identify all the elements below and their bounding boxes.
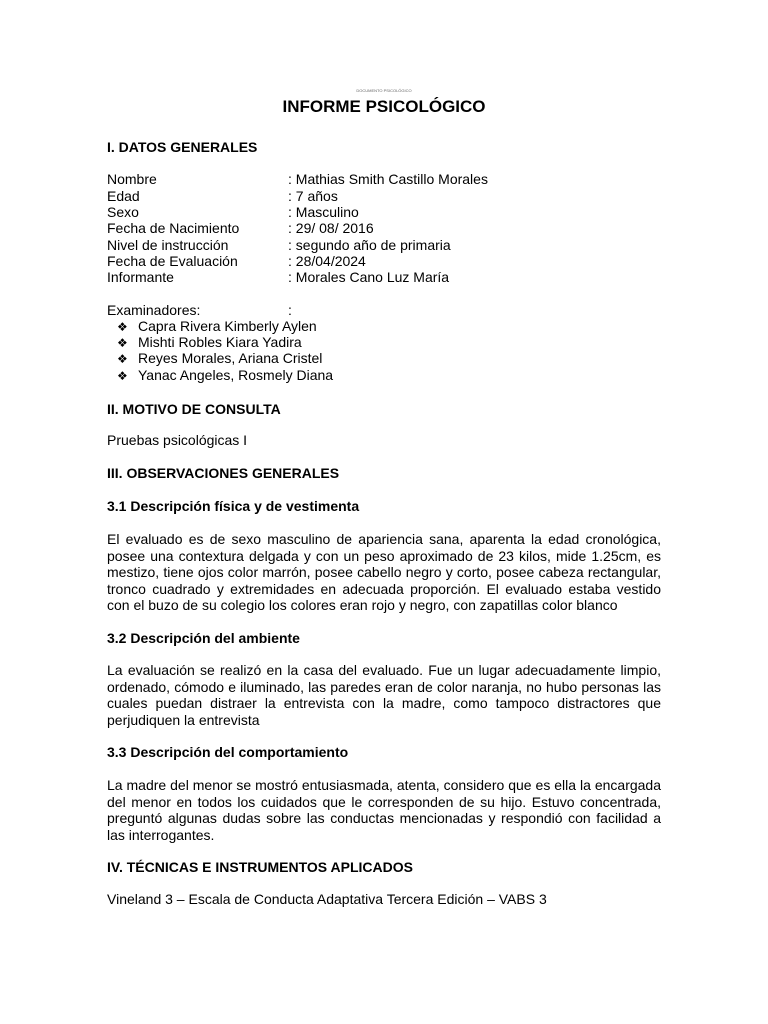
examiners-colon: : [288,302,292,318]
field-row-fecha-nacimiento [107,220,667,237]
examiner-name: Mishti Robles Kiara Yadira [138,334,302,350]
tecnicas-text: Vineland 3 – Escala de Conducta Adaptativa Tercera Edición – VABS 3 [107,891,547,907]
subsection-title-descripcion-comportamiento: 3.3 Descripción del comportamiento [107,744,349,760]
document-title: INFORME PSICOLÓGICO [282,97,486,116]
field-label: Fecha de Nacimiento [107,220,240,236]
field-row-nivel-instruccion [107,237,667,254]
subsection-title-descripcion-ambiente: 3.2 Descripción del ambiente [107,630,300,646]
examiner-item [117,350,322,366]
diamond-bullet-icon: ❖ [117,352,128,366]
field-label: Nivel de instrucción [107,237,229,253]
field-value: : 29/ 08/ 2016 [288,220,374,236]
field-label: Sexo [107,204,139,220]
motivo-consulta-text: Pruebas psicológicas I [107,432,248,448]
field-row-edad [107,188,667,205]
examiner-name: Capra Rivera Kimberly Aylen [138,318,317,334]
field-label: Informante [107,269,174,285]
examiners-label: Examinadores: [107,302,201,318]
field-value: : 28/04/2024 [288,253,366,269]
field-label: Nombre [107,171,157,187]
field-row-nombre [107,171,667,188]
subsection-title-descripcion-fisica: 3.1 Descripción física y de vestimenta [107,498,360,514]
field-value: : Mathias Smith Castillo Morales [288,171,488,187]
diamond-bullet-icon: ❖ [117,336,128,350]
field-value: : Masculino [288,204,359,220]
field-row-informante [107,269,667,286]
field-label: Edad [107,188,140,204]
field-row-fecha-evaluacion [107,253,667,270]
paragraph-descripcion-comportamiento: La madre del menor se mostró entusiasmada, atenta, considero que es ella la encargada del menor en todos los cuidados que le corresponden de su hijo. Estuvo concentrada, preguntó algunas dudas sobre las conductas mencionadas y respondió con facilidad a las interrogantes. [107,777,661,843]
section-heading-tecnicas: IV. TÉCNICAS E INSTRUMENTOS APLICADOS [107,859,413,875]
examiner-item [117,318,317,334]
field-row-sexo [107,204,667,221]
header-small-text: DOCUMENTO PSICOLÓGICO [356,88,412,93]
examiners-row [107,302,667,319]
section-heading-datos-generales: I. DATOS GENERALES [107,139,258,155]
section-heading-motivo-consulta: II. MOTIVO DE CONSULTA [107,401,281,417]
diamond-bullet-icon: ❖ [117,369,128,383]
examiner-item [117,334,302,350]
field-value: : Morales Cano Luz María [288,269,450,285]
examiner-name: Yanac Angeles, Rosmely Diana [138,367,334,383]
section-heading-observaciones: III. OBSERVACIONES GENERALES [107,465,340,481]
field-value: : segundo año de primaria [288,237,451,253]
paragraph-descripcion-fisica: El evaluado es de sexo masculino de apariencia sana, aparenta la edad cronológica, posee una contextura delgada y con un peso aproximado de 23 kilos, mide 1.25cm, es mestizo, tiene ojos color marrón, posee cabello negro y corto, posee cabeza rectangular, tronco cuadrado y extremidades en adecuada proporción. El evaluado estaba vestido con el buzo de su colegio los colores eran rojo y negro, con zapatillas color blanco [107,531,661,613]
field-value: : 7 años [288,188,338,204]
diamond-bullet-icon: ❖ [117,320,128,334]
examiner-name: Reyes Morales, Ariana Cristel [138,350,323,366]
field-label: Fecha de Evaluación [107,253,238,269]
paragraph-descripcion-ambiente: La evaluación se realizó en la casa del evaluado. Fue un lugar adecuadamente limpio, ordenado, cómodo e iluminado, las paredes eran de color naranja, no hubo personas las cuales puedan distraer la entrevista con la madre, como tampoco distractores que perjudiquen la entrevista [107,662,661,728]
examiner-item [117,367,333,383]
